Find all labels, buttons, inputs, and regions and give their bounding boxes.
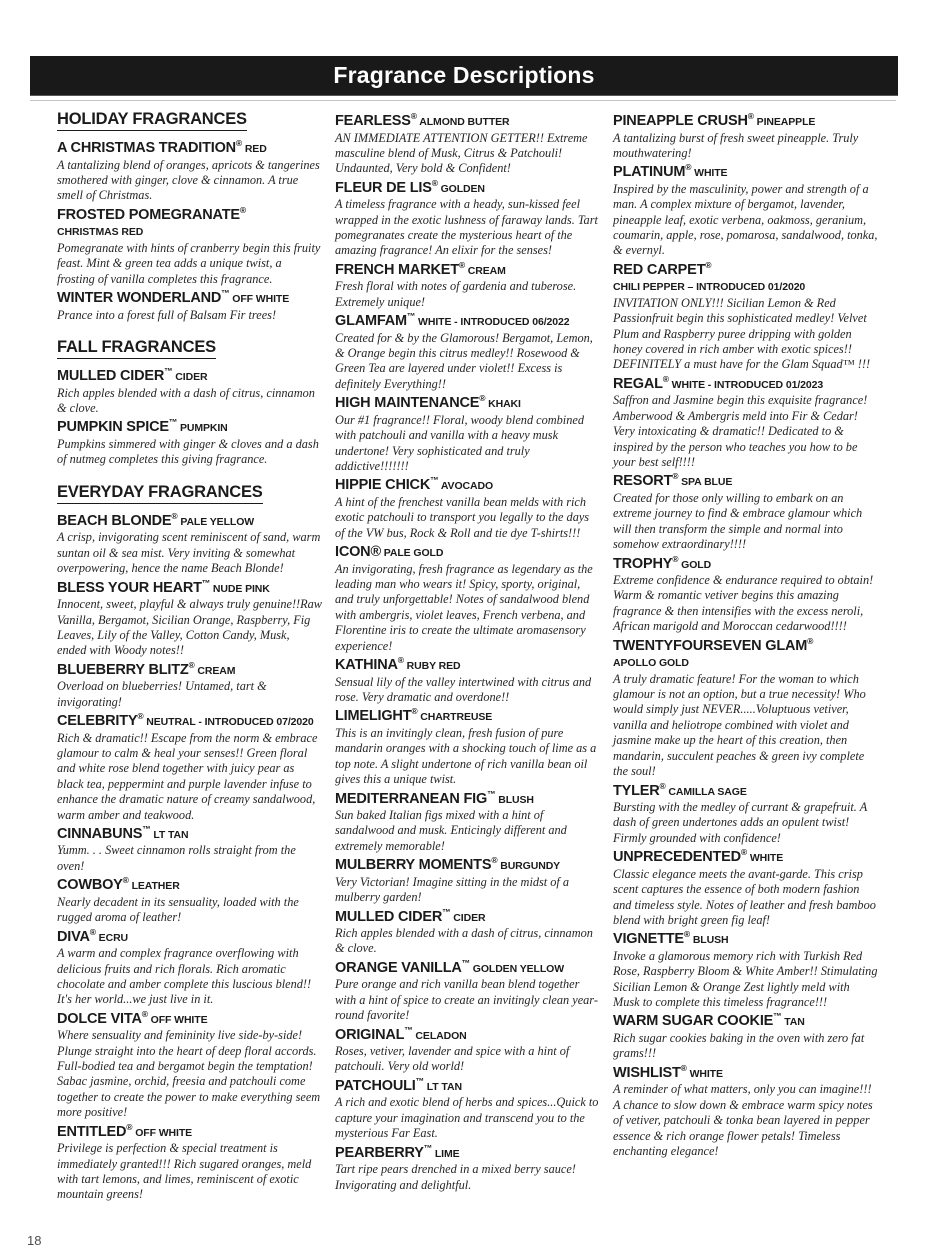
trademark-symbol: ® — [89, 926, 96, 937]
trademark-symbol: ® — [171, 511, 178, 522]
trademark-symbol: ® — [662, 374, 669, 385]
fragrance-description: Bursting with the medley of currant & grapefruit. A dash of green undertones adds an opulent twist! Firmly grounded with confidence! — [613, 800, 868, 845]
fragrance-name-text: PUMPKIN SPICE — [57, 419, 169, 436]
fragrance-description: Prance into a forest full of Balsam Fir trees! — [57, 307, 277, 322]
fragrance-entry — [335, 313, 600, 392]
fragrance-color-label: ALMOND BUTTER — [416, 116, 510, 128]
section-header: EVERYDAY FRAGRANCES — [57, 483, 263, 504]
fragrance-entry — [57, 877, 322, 925]
fragrance-entry — [57, 140, 322, 204]
fragrance-name-text: WARM SUGAR COOKIE — [613, 1013, 774, 1030]
fragrance-name — [613, 376, 878, 393]
trademark-symbol: ® — [410, 111, 417, 122]
fragrance-entry — [57, 713, 322, 823]
fragrance-description: Saffron and Jasmine begin this exquisite fragrance! Amberwood & Ambergris meld into Fir & Cedar! Very intoxicating & dramatic!! Dedicated to & inspired by the person who teaches you how to be your best self!!!! — [613, 393, 868, 469]
trademark-symbol: ® — [685, 162, 692, 173]
fragrance-entry — [613, 376, 878, 471]
fragrance-name-text: PINEAPPLE CRUSH — [613, 113, 748, 129]
fragrance-description: A truly dramatic feature! For the woman to which glamour is not an option, but a true necessity! Who would simply just NEVER.....Voluptuous vetiver, vanilla and heliotrope combined with violet and jasmine make up the heart of this creation, then mandarin, succulent peaches & green ivy complete the soul! — [613, 671, 866, 779]
fragrance-color-label: PUMPKIN — [177, 422, 228, 435]
fragrance-name-text: FEARLESS — [335, 113, 411, 129]
fragrance-name-text: VIGNETTE — [613, 931, 684, 948]
fragrance-description: Where sensuality and femininity live side-by-side! Plunge straight into the heart of deep floral accords. Full-bodied tea and bergamot begin the temptation! Sabac jasmine, orchid, freesia and patchouli come together to create the power to make everything seem more positive! — [57, 1028, 321, 1120]
fragrance-color-label: CHRISTMAS RED — [57, 226, 144, 239]
trademark-symbol: ® — [807, 635, 814, 646]
trademark-symbol: ™ — [404, 1024, 413, 1035]
catalog-page — [0, 56, 928, 1256]
fragrance-description: Invoke a glamorous memory rich with Turkish Red Rose, Raspberry Bloom & White Amber!! Stimulating Sicilian Lemon & Orange Zest lightly meld with Musk to complete this timeless fragrance!!! — [613, 948, 878, 1010]
fragrance-entry — [335, 177, 600, 259]
fragrance-color-label: NUDE PINK — [210, 582, 270, 595]
fragrance-entry — [613, 113, 878, 161]
fragrance-name-text: ICON® — [335, 544, 381, 561]
fragrance-name-text: PATCHOULI — [335, 1077, 416, 1094]
fragrance-description: A hint of the frenchest vanilla bean melds with rich exotic patchouli to transport you legally to the days of the VW bus, Rock & Roll and tie dye T-shirts!!! — [335, 494, 590, 540]
fragrance-color-label: LIME — [432, 1147, 460, 1160]
fragrance-name-text: UNPRECEDENTED — [613, 849, 741, 866]
fragrance-color-label: CIDER — [172, 371, 208, 384]
fragrance-color-label: WHITE — [686, 1067, 723, 1080]
fragrance-name-text: A CHRISTMAS TRADITION — [57, 140, 236, 157]
fragrance-description: Classic elegance meets the avant-garde. This crisp scent captures the essence of both modern fashion and timeless style. Notes of leather and fresh bamboo blend with bright green fig leaf! — [613, 866, 876, 927]
fragrance-name — [57, 513, 322, 530]
fragrance-name — [613, 849, 878, 866]
fragrance-name — [335, 1024, 600, 1044]
trademark-symbol: ® — [683, 929, 690, 940]
fragrance-color-label: CHILI PEPPER – INTRODUCED 01/2020 — [613, 281, 806, 294]
fragrance-description: Tart ripe pears drenched in a mixed berry sauce! Invigorating and delightful. — [335, 1162, 576, 1192]
trademark-symbol: ® — [458, 260, 465, 271]
fragrance-name-text: KATHINA — [335, 657, 398, 674]
fragrance-name-text: ORANGE VANILLA — [335, 959, 462, 976]
fragrance-description: Extreme confidence & endurance required to obtain! Warm & romantic vetiver begins this amazing fragrance & then intensifies with the excess neroli, African marigold and Moroccan cedarwood!!!! — [613, 573, 874, 634]
fragrance-description: Pomegranate with hints of cranberry begin this fruity feast. Mint & green tea adds a unique twist, a frosting of vanilla completes this fragrance. — [57, 240, 321, 286]
fragrance-name-text: ORIGINAL — [335, 1026, 405, 1043]
fragrance-name-text: TYLER — [613, 782, 660, 799]
column-middle — [335, 110, 600, 1205]
fragrance-color-label: WHITE — [691, 167, 728, 180]
fragrance-entry — [57, 290, 322, 323]
fragrance-description: Rich apples blended with a dash of citrus, cinnamon & clove. — [335, 926, 593, 956]
fragrance-name — [57, 659, 322, 679]
fragrance-entry — [335, 113, 600, 177]
fragrance-description: Created for those only willing to embark on an extreme journey to find & embrace glamour which will then transform the simple and normal into somehow extraordinary!!!! — [613, 490, 863, 552]
fragrance-name-text: ENTITLED — [57, 1123, 127, 1140]
fragrance-name — [57, 207, 322, 240]
fragrance-color-label: GOLDEN — [437, 182, 485, 195]
fragrance-name — [57, 419, 322, 436]
trademark-symbol: ® — [188, 659, 195, 670]
trademark-symbol: ™ — [201, 577, 211, 588]
trademark-symbol: ® — [122, 875, 129, 886]
trademark-symbol: ® — [705, 260, 712, 271]
fragrance-name-text: PEARBERRY — [335, 1144, 424, 1161]
fragrance-name-text: REGAL — [613, 375, 663, 392]
fragrance-name-text: LIMELIGHT — [335, 708, 412, 725]
fragrance-description: Rich sugar cookies baking in the oven with zero fat grams!!! — [613, 1030, 865, 1061]
fragrance-entry — [57, 1121, 322, 1203]
fragrance-color-label: BLUSH — [495, 793, 534, 806]
fragrance-name-text: FROSTED POMEGRANATE — [57, 206, 240, 223]
fragrance-name-text: RED CARPET — [613, 261, 706, 278]
fragrance-entry — [335, 544, 600, 654]
column-right — [613, 110, 878, 1205]
fragrance-description: INVITATION ONLY!!! Sicilian Lemon & Red Passionfruit begin this sophisticated medley! Velvet Plum and Raspberry puree dripping with golden honey covered in rich amber with exotic spices!! DEFINITELY a must have for the Glam Squad™ !!! — [613, 295, 871, 372]
fragrance-entry — [613, 849, 878, 928]
fragrance-name-text: FLEUR DE LIS — [335, 179, 432, 196]
fragrance-color-label: RED — [242, 143, 267, 156]
fragrance-name — [613, 262, 878, 295]
fragrance-name — [57, 826, 322, 843]
trademark-symbol: ® — [740, 847, 747, 858]
fragrance-name — [335, 788, 600, 808]
fragrance-name-text: RESORT — [613, 473, 673, 490]
fragrance-entry — [613, 1062, 878, 1160]
fragrance-color-label: WHITE - INTRODUCED 01/2023 — [668, 378, 824, 391]
fragrance-entry — [335, 1142, 600, 1193]
fragrance-description: A tantalizing blend of oranges, apricots & tangerines smothered with ginger, clove & cinnamon. A true smell of Christmas. — [57, 157, 320, 203]
fragrance-description: AN IMMEDIATE ATTENTION GETTER!! Extreme masculine blend of Musk, Citrus & Patchouli! Undaunted, Very bold & Confident! — [335, 130, 588, 176]
trademark-symbol: ® — [431, 177, 438, 188]
fragrance-entry — [335, 657, 600, 705]
trademark-symbol: ® — [126, 1121, 133, 1132]
fragrance-name — [57, 926, 322, 946]
section-header: HOLIDAY FRAGRANCES — [57, 110, 247, 131]
fragrance-name — [335, 708, 600, 725]
fragrance-entry — [613, 780, 878, 847]
fragrance-description: A crisp, invigorating scent reminiscent of sand, warm suntan oil & sea mist. Very inviting & somewhat overpowering, hence the name Beach Blonde! — [57, 530, 321, 576]
fragrance-color-label: RUBY RED — [403, 660, 461, 673]
fragrance-name — [613, 635, 878, 671]
fragrance-entry — [335, 960, 600, 1024]
fragrance-description: A warm and complex fragrance overflowing with delicious fruits and rich florals. Rich aromatic chocolate and amber complete this luscious blend!! It's her world...we just live in it. — [57, 946, 312, 1007]
fragrance-name — [57, 290, 322, 307]
trademark-symbol: ® — [747, 111, 754, 122]
trademark-symbol: ® — [680, 1062, 687, 1073]
fragrance-entry — [57, 1008, 322, 1121]
fragrance-name — [57, 713, 322, 730]
fragrance-name — [613, 931, 878, 948]
fragrance-name — [613, 164, 878, 181]
fragrance-entry — [335, 262, 600, 310]
fragrance-color-label: BURGUNDY — [497, 860, 561, 873]
fragrance-color-label: BLUSH — [690, 934, 729, 947]
fragrance-name — [57, 140, 322, 157]
fragrance-entry — [613, 553, 878, 635]
fragrance-description: A timeless fragrance with a heady, sun-kissed feel wrapped in the exotic lushness of faraway lands. Tart pomegranates create the mysterious heart of the amazing fragrance! An elixir for the senses! — [335, 197, 598, 258]
fragrance-name-text: BEACH BLONDE — [57, 512, 172, 529]
page-header-bar — [30, 56, 898, 95]
fragrance-description: Overload on blueberries! Untamed, tart & invigorating! — [57, 679, 267, 709]
fragrance-name-text: MULBERRY MOMENTS — [335, 857, 492, 874]
fragrance-name-text: BLUEBERRY BLITZ — [57, 661, 189, 678]
fragrance-entry — [335, 906, 600, 957]
fragrance-entry — [613, 473, 878, 552]
fragrance-columns — [0, 101, 928, 1205]
fragrance-entry — [57, 926, 322, 1008]
trademark-symbol: ® — [672, 471, 679, 482]
fragrance-description: Sun baked Italian figs mixed with a hint of sandalwood and musk. Enticingly different and extremely memorable! — [335, 808, 567, 853]
fragrance-color-label: CREAM — [194, 664, 236, 677]
fragrance-name — [335, 262, 600, 279]
fragrance-name-text: MULLED CIDER — [335, 908, 443, 925]
fragrance-description: A rich and exotic blend of herbs and spices...Quick to capture your imagination and transcend you to the mysterious Far East. — [335, 1095, 599, 1141]
fragrance-name-text: CELEBRITY — [57, 713, 138, 730]
fragrance-description: Rich apples blended with a dash of citrus, cinnamon & clove. — [57, 385, 315, 416]
trademark-symbol: ® — [491, 855, 498, 866]
trademark-symbol: ™ — [142, 824, 151, 835]
fragrance-entry — [613, 931, 878, 1010]
fragrance-description: Yumm. . . Sweet cinnamon rolls straight from the oven! — [57, 843, 296, 873]
fragrance-name-text: DOLCE VITA — [57, 1010, 142, 1027]
fragrance-color-label: WHITE - INTRODUCED 06/2022 — [415, 316, 570, 329]
fragrance-name — [613, 473, 878, 490]
fragrance-name-text: COWBOY — [57, 877, 123, 894]
fragrance-color-label: ECRU — [95, 931, 129, 944]
fragrance-name — [335, 857, 600, 874]
fragrance-color-label: GOLDEN YELLOW — [469, 962, 565, 975]
fragrance-description: A tantalizing burst of fresh sweet pineapple. Truly mouthwatering! — [613, 130, 859, 160]
fragrance-name — [335, 960, 600, 977]
fragrance-name — [335, 313, 600, 330]
fragrance-name-text: MEDITERRANEAN FIG — [335, 790, 488, 807]
trademark-symbol: ™ — [168, 417, 178, 428]
fragrance-entry — [57, 207, 322, 287]
fragrance-name — [335, 906, 600, 926]
fragrance-entry — [613, 262, 878, 373]
fragrance-entry — [57, 826, 322, 874]
fragrance-description: Very Victorian! Imagine sitting in the midst of a mulberry garden! — [335, 874, 570, 905]
fragrance-color-label: PALE YELLOW — [177, 515, 255, 528]
fragrance-name — [57, 1121, 322, 1141]
fragrance-description: Rich & dramatic!! Escape from the norm & embrace glamour to calm & heal your senses!! Green floral and white rose blend together with juicy pear as black tea, peppermint and purple lavender infuse to enhance the dramatic nature of creamy sandalwood, warm amber and teakwood. — [57, 730, 318, 822]
fragrance-name — [335, 544, 600, 561]
fragrance-color-label: LT TAN — [423, 1080, 462, 1093]
trademark-symbol: ® — [137, 711, 144, 722]
fragrance-color-label: PINEAPPLE — [753, 116, 816, 128]
trademark-symbol: ® — [397, 655, 404, 666]
fragrance-entry — [57, 513, 322, 577]
fragrance-entry — [335, 708, 600, 787]
fragrance-name — [335, 477, 600, 494]
fragrance-entry — [613, 164, 878, 259]
fragrance-color-label: OFF WHITE — [147, 1013, 208, 1026]
fragrance-name — [57, 577, 322, 597]
fragrance-name — [335, 1078, 600, 1095]
fragrance-color-label: NEUTRAL - INTRODUCED 07/2020 — [143, 716, 314, 729]
fragrance-name-text: BLESS YOUR HEART — [57, 579, 202, 596]
trademark-symbol: ® — [239, 205, 246, 216]
fragrance-name-text: DIVA — [57, 928, 90, 945]
fragrance-color-label: TAN — [781, 1016, 805, 1029]
fragrance-entry — [335, 395, 600, 474]
fragrance-name — [613, 1062, 878, 1082]
fragrance-entry — [57, 577, 323, 659]
fragrance-color-label: CREAM — [464, 264, 506, 277]
fragrance-name-text: PLATINUM — [613, 164, 686, 181]
fragrance-entry — [613, 1013, 878, 1061]
fragrance-description: Our #1 fragrance!! Floral, woody blend combined with patchouli and vanilla with a heavy musk undertone! Very sophisticated and truly addictive!!!!!!! — [335, 412, 584, 473]
fragrance-color-label: WHITE — [747, 852, 784, 865]
fragrance-entry — [335, 477, 600, 541]
section-header: FALL FRAGRANCES — [57, 338, 216, 359]
fragrance-name-text: GLAMFAM — [335, 313, 407, 330]
fragrance-color-label: KHAKI — [485, 398, 521, 411]
fragrance-entry — [335, 788, 600, 855]
fragrance-description: An invigorating, fresh fragrance as legendary as the leading man who wears it! Spicy, sporty, original, and truly unforgettable! Notes of sandalwood blend with ambergris, violet leaves, French verbena, and Florentine iris to create the ultimate aromasensory experience! — [335, 561, 593, 653]
fragrance-name — [335, 1142, 600, 1162]
trademark-symbol: ® — [235, 138, 242, 149]
fragrance-color-label: GOLD — [678, 558, 712, 571]
fragrance-description: Pure orange and rich vanilla bean blend together with a hint of spice to create an invitingly clean year-round favorite! — [335, 977, 598, 1023]
fragrance-description: A reminder of what matters, only you can imagine!!! A chance to slow down & embrace warm spicy notes of vetiver, patchouli & tonka bean layered in pepper essence & rich orange flower petals! Timeless enchanting elegance! — [613, 1082, 873, 1158]
fragrance-description: Fresh floral with notes of gardenia and tuberose. Extremely unique! — [335, 279, 577, 309]
trademark-symbol: ™ — [423, 1142, 433, 1153]
fragrance-name — [613, 1013, 878, 1030]
trademark-symbol: ™ — [773, 1011, 782, 1022]
trademark-symbol: ® — [672, 553, 679, 564]
fragrance-color-label: CELADON — [412, 1029, 467, 1042]
fragrance-color-label: PALE GOLD — [380, 547, 444, 560]
fragrance-description: Roses, vetiver, lavender and spice with a hint of patchouli. Very old world! — [335, 1044, 570, 1074]
fragrance-name — [335, 395, 600, 412]
fragrance-name-text: CINNABUNS — [57, 825, 143, 842]
fragrance-color-label: APOLLO GOLD — [613, 657, 689, 670]
fragrance-color-label: CAMILLA SAGE — [665, 785, 747, 798]
trademark-symbol: ™ — [487, 788, 496, 799]
fragrance-name — [335, 657, 600, 674]
fragrance-name — [57, 368, 322, 385]
trademark-symbol: ™ — [221, 288, 230, 299]
fragrance-color-label: LT TAN — [150, 828, 189, 841]
fragrance-name-text: MULLED CIDER — [57, 368, 165, 385]
fragrance-color-label: OFF WHITE — [229, 293, 290, 306]
fragrance-description: Pumpkins simmered with ginger & cloves and a dash of nutmeg completes this giving fragrance. — [57, 436, 319, 467]
fragrance-description: Inspired by the masculinity, power and strength of a man. A complex mixture of bergamot, lavender, pineapple leaf, exotic verbena, oakmoss, geranium, coumarin, apple, rose, pomarosa, sandalwood, tonka, & evernyl. — [613, 181, 878, 258]
fragrance-color-label: LEATHER — [128, 880, 180, 893]
fragrance-color-label: CIDER — [450, 911, 486, 924]
trademark-symbol: ® — [141, 1008, 148, 1019]
fragrance-entry — [57, 659, 322, 710]
fragrance-name — [335, 177, 600, 197]
fragrance-name-text: TWENTYFOURSEVEN GLAM — [613, 637, 808, 654]
fragrance-description: Innocent, sweet, playful & always truly genuine!!Raw Vanilla, Bergamot, Sicilian Orange, Raspberry, Fig Leaves, Lily of the Valley, Cotton Candy, Musk, ended with Woody notes!! — [57, 597, 323, 658]
trademark-symbol: ™ — [406, 311, 416, 322]
trademark-symbol: ™ — [164, 366, 173, 377]
fragrance-description: Created for & by the Glamorous! Bergamot, Lemon, & Orange begin this citrus medley!! Rosewood & Green Tea are layered under violet!! Excess is definitely Everything!! — [335, 330, 593, 391]
trademark-symbol: ™ — [461, 958, 470, 969]
fragrance-color-label: AVOCADO — [438, 480, 494, 493]
trademark-symbol: ® — [411, 706, 418, 717]
fragrance-name-text: HIGH MAINTENANCE — [335, 395, 480, 412]
fragrance-color-label: SPA BLUE — [678, 476, 733, 489]
trademark-symbol: ® — [479, 393, 486, 404]
column-left — [57, 110, 322, 1205]
fragrance-entry — [335, 857, 600, 905]
page-number: 18 — [27, 1233, 42, 1248]
fragrance-description: Nearly decadent in its sensuality, loaded with the rugged aroma of leather! — [57, 894, 299, 925]
fragrance-name — [335, 113, 600, 130]
fragrance-description: This is an invitingly clean, fresh fusion of pure mandarin oranges with a shocking touch of lime as a top note. A slight undertone of rich vanilla bean oil gives this a unique twist. — [335, 725, 597, 787]
fragrance-entry — [57, 368, 322, 416]
trademark-symbol: ™ — [430, 475, 439, 486]
fragrance-name — [613, 553, 878, 573]
fragrance-entry — [335, 1078, 600, 1142]
fragrance-name-text: FRENCH MARKET — [335, 261, 459, 278]
fragrance-color-label: OFF WHITE — [132, 1126, 193, 1139]
fragrance-entry — [613, 635, 878, 780]
trademark-symbol: ™ — [442, 906, 451, 917]
fragrance-name — [613, 780, 878, 800]
page-title: Fragrance Descriptions — [333, 62, 595, 88]
fragrance-description: Sensual lily of the valley intertwined with citrus and rose. Very dramatic and overdone!! — [335, 674, 592, 704]
fragrance-name — [57, 877, 322, 894]
fragrance-name-text: HIPPIE CHICK — [335, 477, 431, 494]
fragrance-name — [57, 1008, 322, 1028]
fragrance-name-text: TROPHY — [613, 555, 673, 572]
trademark-symbol: ® — [659, 780, 666, 791]
fragrance-color-label: CHARTREUSE — [417, 711, 493, 724]
fragrance-name — [613, 113, 878, 130]
trademark-symbol: ™ — [415, 1076, 424, 1087]
fragrance-name-text: WINTER WONDERLAND — [57, 290, 222, 307]
fragrance-entry — [335, 1024, 600, 1075]
fragrance-name-text: WISHLIST — [613, 1064, 681, 1081]
fragrance-entry — [57, 419, 322, 467]
fragrance-description: Privilege is perfection & special treatment is immediately granted!!! Rich sugared oranges, meld with tart lemons, and limes, reminiscent of exotic mountain greens! — [57, 1141, 312, 1202]
